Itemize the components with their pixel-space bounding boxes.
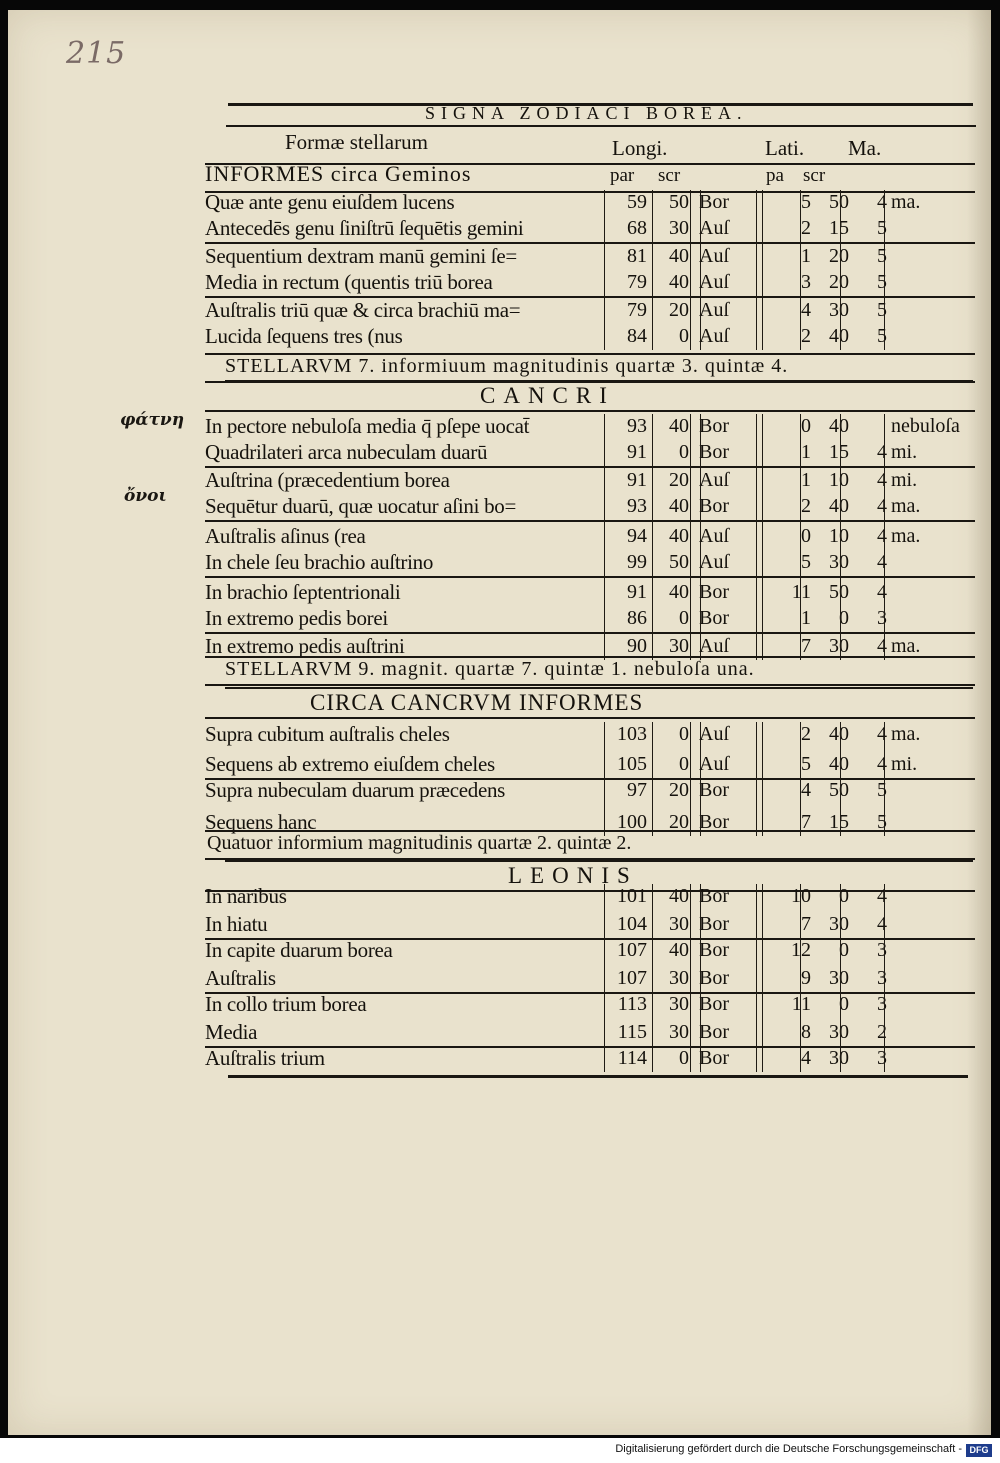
longitude-minutes: 30 xyxy=(669,635,689,657)
latitude-minutes: 40 xyxy=(829,325,849,347)
column-divider xyxy=(762,414,763,660)
longitude-minutes: 20 xyxy=(669,779,689,801)
latitude-degrees: 3 xyxy=(801,271,811,293)
catalogue-row xyxy=(205,524,975,550)
column-divider xyxy=(690,414,691,660)
column-divider xyxy=(700,722,701,836)
longitude-minutes: 0 xyxy=(679,1047,689,1069)
magnitude-qualifier: mi. xyxy=(891,753,918,775)
latitude-minutes: 0 xyxy=(839,993,849,1015)
longitude-degrees: 86 xyxy=(627,607,647,629)
subheader-pa: pa xyxy=(766,165,784,186)
latitude-direction: Bor xyxy=(699,967,729,989)
latitude-degrees: 2 xyxy=(801,325,811,347)
latitude-direction: Auſ xyxy=(699,723,729,745)
magnitude-value: 3 xyxy=(877,967,887,989)
longitude-degrees: 93 xyxy=(627,495,647,517)
latitude-direction: Bor xyxy=(699,441,729,463)
section-heading: LEONIS xyxy=(508,863,638,888)
latitude-degrees: 9 xyxy=(801,967,811,989)
latitude-direction: Bor xyxy=(699,1021,729,1043)
column-divider xyxy=(652,414,653,660)
subheader-scr-lat: scr xyxy=(803,165,826,186)
longitude-degrees: 79 xyxy=(627,271,647,293)
catalogue-row xyxy=(205,1046,975,1072)
longitude-minutes: 40 xyxy=(669,581,689,603)
column-divider xyxy=(652,884,653,1072)
longitude-minutes: 30 xyxy=(669,913,689,935)
latitude-minutes: 15 xyxy=(829,441,849,463)
longitude-degrees: 105 xyxy=(617,753,647,775)
star-description: Sequētur duarū, quæ uocatur aſini bo= xyxy=(205,494,517,518)
magnitude-value: 4 xyxy=(877,551,887,573)
catalogue-row xyxy=(205,298,975,324)
column-divider xyxy=(800,884,801,1072)
catalogue-row xyxy=(205,494,975,520)
column-divider xyxy=(884,190,885,350)
star-description: In chele ſeu brachio auſtrino xyxy=(205,550,434,574)
latitude-minutes: 40 xyxy=(829,495,849,517)
magnitude-qualifier: ma. xyxy=(891,495,921,517)
section-summary: STELLARVM 9. magnit. quartæ 7. quintæ 1. nebuloſa una. xyxy=(225,658,755,680)
longitude-degrees: 59 xyxy=(627,191,647,213)
magnitude-qualifier: ma. xyxy=(891,191,921,213)
star-description: In capite duarum borea xyxy=(205,938,393,962)
section-summary: Quatuor informium magnitudinis quartæ 2. quintæ 2. xyxy=(207,832,632,854)
latitude-minutes: 40 xyxy=(829,723,849,745)
latitude-direction: Auſ xyxy=(699,551,729,573)
magnitude-value: 3 xyxy=(877,939,887,961)
section-summary: STELLARVM 7. informiuum magnitudinis quartæ 3. quintæ 4. xyxy=(225,355,789,377)
longitude-degrees: 91 xyxy=(627,469,647,491)
latitude-minutes: 30 xyxy=(829,299,849,321)
catalogue-row xyxy=(205,468,975,494)
magnitude-value: 4 xyxy=(877,885,887,907)
latitude-direction: Bor xyxy=(699,495,729,517)
star-description: In naribus xyxy=(205,884,287,908)
latitude-minutes: 0 xyxy=(839,607,849,629)
magnitude-value: 3 xyxy=(877,1047,887,1069)
column-divider xyxy=(884,414,885,660)
magnitude-value: 3 xyxy=(877,993,887,1015)
latitude-direction: Auſ xyxy=(699,271,729,293)
section-heading: INFORMES circa Geminos xyxy=(205,161,472,186)
longitude-degrees: 114 xyxy=(617,1047,647,1069)
margin-note-greek: ὄνοι xyxy=(124,486,167,506)
latitude-degrees: 1 xyxy=(801,469,811,491)
latitude-direction: Bor xyxy=(699,885,729,907)
column-divider xyxy=(840,414,841,660)
star-description: Media xyxy=(205,1020,258,1044)
column-header-magnitude: Ma. xyxy=(848,136,882,160)
longitude-minutes: 0 xyxy=(679,753,689,775)
magnitude-value: 4 xyxy=(877,495,887,517)
latitude-direction: Auſ xyxy=(699,753,729,775)
column-divider xyxy=(840,190,841,350)
column-divider xyxy=(652,190,653,350)
longitude-degrees: 100 xyxy=(617,811,647,833)
longitude-degrees: 93 xyxy=(627,415,647,437)
latitude-degrees: 4 xyxy=(801,299,811,321)
latitude-minutes: 30 xyxy=(829,967,849,989)
latitude-direction: Bor xyxy=(699,811,729,833)
star-description: Quæ ante genu eiuſdem lucens xyxy=(205,190,455,214)
catalogue-row xyxy=(205,992,975,1018)
catalogue-row xyxy=(205,1020,975,1046)
latitude-direction: Auſ xyxy=(699,299,729,321)
longitude-degrees: 94 xyxy=(627,525,647,547)
column-divider xyxy=(884,884,885,1072)
latitude-degrees: 1 xyxy=(801,245,811,267)
latitude-degrees: 10 xyxy=(791,885,811,907)
magnitude-qualifier: nebuloſa xyxy=(891,415,960,437)
table-rule xyxy=(226,125,976,127)
catalogue-row xyxy=(205,606,975,632)
longitude-minutes: 0 xyxy=(679,441,689,463)
latitude-degrees: 7 xyxy=(801,635,811,657)
magnitude-qualifier: ma. xyxy=(891,525,921,547)
longitude-minutes: 30 xyxy=(669,1021,689,1043)
longitude-minutes: 0 xyxy=(679,607,689,629)
longitude-minutes: 40 xyxy=(669,939,689,961)
star-description: In extremo pedis auſtrini xyxy=(205,634,405,658)
longitude-degrees: 99 xyxy=(627,551,647,573)
longitude-minutes: 40 xyxy=(669,885,689,907)
latitude-direction: Auſ xyxy=(699,325,729,347)
latitude-degrees: 0 xyxy=(801,525,811,547)
longitude-minutes: 30 xyxy=(669,993,689,1015)
column-divider xyxy=(756,722,757,836)
column-divider xyxy=(690,884,691,1072)
column-header-forms: Formæ stellarum xyxy=(285,130,428,154)
catalogue-row xyxy=(205,190,975,216)
latitude-direction: Auſ xyxy=(699,635,729,657)
column-divider xyxy=(700,190,701,350)
longitude-degrees: 84 xyxy=(627,325,647,347)
longitude-degrees: 115 xyxy=(617,1021,647,1043)
latitude-degrees: 4 xyxy=(801,779,811,801)
latitude-direction: Bor xyxy=(699,191,729,213)
latitude-minutes: 50 xyxy=(829,191,849,213)
latitude-direction: Auſ xyxy=(699,245,729,267)
longitude-degrees: 97 xyxy=(627,779,647,801)
latitude-minutes: 20 xyxy=(829,271,849,293)
section-heading: CANCRI xyxy=(480,383,615,408)
star-description: Auſtralis trium xyxy=(205,1046,325,1070)
latitude-direction: Bor xyxy=(699,913,729,935)
longitude-degrees: 113 xyxy=(617,993,647,1015)
latitude-direction: Bor xyxy=(699,415,729,437)
star-description: Sequentium dextram manū gemini ſe= xyxy=(205,244,517,268)
section-heading: CIRCA CANCRVM INFORMES xyxy=(310,690,644,715)
column-divider xyxy=(604,722,605,836)
star-description: Auſtrina (præcedentium borea xyxy=(205,468,450,492)
longitude-minutes: 30 xyxy=(669,217,689,239)
star-description: Auſtralis triū quæ & circa brachiū ma= xyxy=(205,298,521,322)
column-divider xyxy=(756,414,757,660)
longitude-degrees: 107 xyxy=(617,967,647,989)
latitude-degrees: 11 xyxy=(791,993,811,1015)
table-rule xyxy=(225,687,973,689)
longitude-minutes: 30 xyxy=(669,967,689,989)
latitude-minutes: 40 xyxy=(829,753,849,775)
magnitude-value: 5 xyxy=(877,811,887,833)
latitude-minutes: 10 xyxy=(829,469,849,491)
column-divider xyxy=(762,722,763,836)
latitude-direction: Auſ xyxy=(699,217,729,239)
latitude-degrees: 12 xyxy=(791,939,811,961)
latitude-minutes: 50 xyxy=(829,779,849,801)
latitude-minutes: 50 xyxy=(829,581,849,603)
star-description: Auſtralis aſinus (rea xyxy=(205,524,366,548)
table-rule xyxy=(205,684,975,686)
magnitude-qualifier: ma. xyxy=(891,635,921,657)
star-description: In collo trium borea xyxy=(205,992,367,1016)
column-divider xyxy=(840,722,841,836)
latitude-degrees: 4 xyxy=(801,1047,811,1069)
magnitude-value: 4 xyxy=(877,441,887,463)
star-description: Media in rectum (quentis triū borea xyxy=(205,270,493,294)
table-rule xyxy=(205,717,975,719)
magnitude-value: 3 xyxy=(877,607,887,629)
star-description: In pectore nebuloſa media q̄ pſepe uocat̄ xyxy=(205,414,530,438)
catalogue-row xyxy=(205,414,975,440)
magnitude-value: 4 xyxy=(877,753,887,775)
longitude-minutes: 50 xyxy=(669,551,689,573)
magnitude-qualifier: ma. xyxy=(891,723,921,745)
magnitude-value: 4 xyxy=(877,191,887,213)
star-description: In brachio ſeptentrionali xyxy=(205,580,401,604)
column-divider xyxy=(756,190,757,350)
latitude-degrees: 2 xyxy=(801,217,811,239)
catalogue-row xyxy=(205,778,975,804)
magnitude-value: 5 xyxy=(877,271,887,293)
latitude-minutes: 0 xyxy=(839,939,849,961)
catalogue-row xyxy=(205,440,975,466)
longitude-minutes: 40 xyxy=(669,525,689,547)
latitude-degrees: 11 xyxy=(791,581,811,603)
table-rule xyxy=(225,380,973,382)
catalogue-row xyxy=(205,550,975,576)
magnitude-value: 5 xyxy=(877,779,887,801)
column-header-longitude: Longi. xyxy=(612,136,668,160)
column-divider xyxy=(604,414,605,660)
star-description: Sequens hanc xyxy=(205,810,317,834)
column-divider xyxy=(604,884,605,1072)
magnitude-qualifier: mi. xyxy=(891,469,918,491)
star-description: Supra nubeculam duarum præcedens xyxy=(205,778,506,802)
longitude-minutes: 20 xyxy=(669,469,689,491)
latitude-direction: Bor xyxy=(699,581,729,603)
table-title: SIGNA ZODIACI BOREA. xyxy=(425,103,748,123)
table-rule xyxy=(225,860,973,862)
magnitude-value: 5 xyxy=(877,245,887,267)
catalogue-row xyxy=(205,580,975,606)
magnitude-value: 4 xyxy=(877,635,887,657)
star-description: Antecedēs genu ſiniſtrū ſequētis gemini xyxy=(205,216,524,240)
magnitude-value: 4 xyxy=(877,525,887,547)
longitude-minutes: 0 xyxy=(679,723,689,745)
longitude-minutes: 20 xyxy=(669,299,689,321)
latitude-minutes: 30 xyxy=(829,1047,849,1069)
column-header-latitude: Lati. xyxy=(765,136,805,160)
star-description: Sequens ab extremo eiuſdem cheles xyxy=(205,752,495,776)
magnitude-value: 5 xyxy=(877,325,887,347)
longitude-minutes: 40 xyxy=(669,495,689,517)
catalogue-row xyxy=(205,244,975,270)
longitude-minutes: 40 xyxy=(669,271,689,293)
latitude-direction: Bor xyxy=(699,1047,729,1069)
column-divider xyxy=(700,414,701,660)
latitude-degrees: 2 xyxy=(801,723,811,745)
magnitude-value: 2 xyxy=(877,1021,887,1043)
margin-note-greek: φάτνη xyxy=(120,410,185,430)
longitude-degrees: 101 xyxy=(617,885,647,907)
longitude-minutes: 0 xyxy=(679,325,689,347)
column-divider xyxy=(690,190,691,350)
longitude-minutes: 20 xyxy=(669,811,689,833)
latitude-degrees: 0 xyxy=(801,415,811,437)
footer-credit: Digitalisierung gefördert durch die Deutsche Forschungsgemeinschaft - xyxy=(615,1443,962,1455)
latitude-minutes: 20 xyxy=(829,245,849,267)
star-description: Lucida ſequens tres (nus xyxy=(205,324,403,348)
longitude-degrees: 104 xyxy=(617,913,647,935)
longitude-degrees: 90 xyxy=(627,635,647,657)
catalogue-row xyxy=(205,966,975,992)
latitude-degrees: 1 xyxy=(801,607,811,629)
subheader-scr: scr xyxy=(658,165,681,186)
star-description: Supra cubitum auſtralis cheles xyxy=(205,722,450,746)
catalogue-row xyxy=(205,884,975,910)
column-divider xyxy=(762,190,763,350)
longitude-degrees: 107 xyxy=(617,939,647,961)
latitude-degrees: 1 xyxy=(801,441,811,463)
column-divider xyxy=(700,884,701,1072)
column-divider xyxy=(840,884,841,1072)
magnitude-value: 4 xyxy=(877,723,887,745)
column-divider xyxy=(690,722,691,836)
subheader-par: par xyxy=(610,165,635,186)
dfg-logo: DFG xyxy=(966,1444,992,1457)
column-divider xyxy=(800,722,801,836)
table-rule xyxy=(205,410,975,412)
catalogue-row xyxy=(205,270,975,296)
latitude-direction: Auſ xyxy=(699,525,729,547)
longitude-degrees: 79 xyxy=(627,299,647,321)
column-divider xyxy=(800,414,801,660)
longitude-degrees: 103 xyxy=(617,723,647,745)
latitude-direction: Bor xyxy=(699,607,729,629)
latitude-minutes: 40 xyxy=(829,415,849,437)
table-rule xyxy=(205,520,975,522)
catalogue-row xyxy=(205,324,975,350)
longitude-minutes: 40 xyxy=(669,245,689,267)
column-divider xyxy=(756,884,757,1072)
table-rule xyxy=(228,1075,968,1078)
latitude-direction: Bor xyxy=(699,939,729,961)
magnitude-value: 5 xyxy=(877,299,887,321)
longitude-degrees: 91 xyxy=(627,441,647,463)
longitude-degrees: 81 xyxy=(627,245,647,267)
latitude-minutes: 30 xyxy=(829,635,849,657)
magnitude-qualifier: mi. xyxy=(891,441,918,463)
latitude-direction: Bor xyxy=(699,993,729,1015)
latitude-degrees: 8 xyxy=(801,1021,811,1043)
column-divider xyxy=(800,190,801,350)
star-description: Auſtralis xyxy=(205,966,276,990)
catalogue-row xyxy=(205,912,975,938)
digitization-footer xyxy=(0,1438,1000,1463)
magnitude-value: 4 xyxy=(877,469,887,491)
catalogue-row xyxy=(205,938,975,964)
longitude-minutes: 50 xyxy=(669,191,689,213)
catalogue-row xyxy=(205,752,975,778)
latitude-degrees: 2 xyxy=(801,495,811,517)
longitude-minutes: 40 xyxy=(669,415,689,437)
magnitude-value: 4 xyxy=(877,581,887,603)
table-rule xyxy=(205,576,975,578)
latitude-degrees: 5 xyxy=(801,551,811,573)
latitude-direction: Bor xyxy=(699,779,729,801)
star-description: Quadrilateri arca nubeculam duarū xyxy=(205,440,488,464)
magnitude-value: 4 xyxy=(877,913,887,935)
latitude-minutes: 0 xyxy=(839,885,849,907)
folio-number: 215 xyxy=(66,36,127,71)
latitude-minutes: 30 xyxy=(829,1021,849,1043)
star-description: In extremo pedis borei xyxy=(205,606,388,630)
column-divider xyxy=(652,722,653,836)
catalogue-row xyxy=(205,722,975,748)
latitude-minutes: 15 xyxy=(829,811,849,833)
latitude-degrees: 7 xyxy=(801,913,811,935)
column-divider xyxy=(604,190,605,350)
magnitude-value: 5 xyxy=(877,217,887,239)
star-description: In hiatu xyxy=(205,912,268,936)
latitude-degrees: 7 xyxy=(801,811,811,833)
column-divider xyxy=(762,884,763,1072)
latitude-degrees: 5 xyxy=(801,753,811,775)
longitude-degrees: 91 xyxy=(627,581,647,603)
latitude-minutes: 30 xyxy=(829,551,849,573)
latitude-minutes: 30 xyxy=(829,913,849,935)
latitude-degrees: 5 xyxy=(801,191,811,213)
catalogue-row xyxy=(205,216,975,242)
latitude-direction: Auſ xyxy=(699,469,729,491)
longitude-degrees: 68 xyxy=(627,217,647,239)
column-divider xyxy=(884,722,885,836)
latitude-minutes: 10 xyxy=(829,525,849,547)
latitude-minutes: 15 xyxy=(829,217,849,239)
